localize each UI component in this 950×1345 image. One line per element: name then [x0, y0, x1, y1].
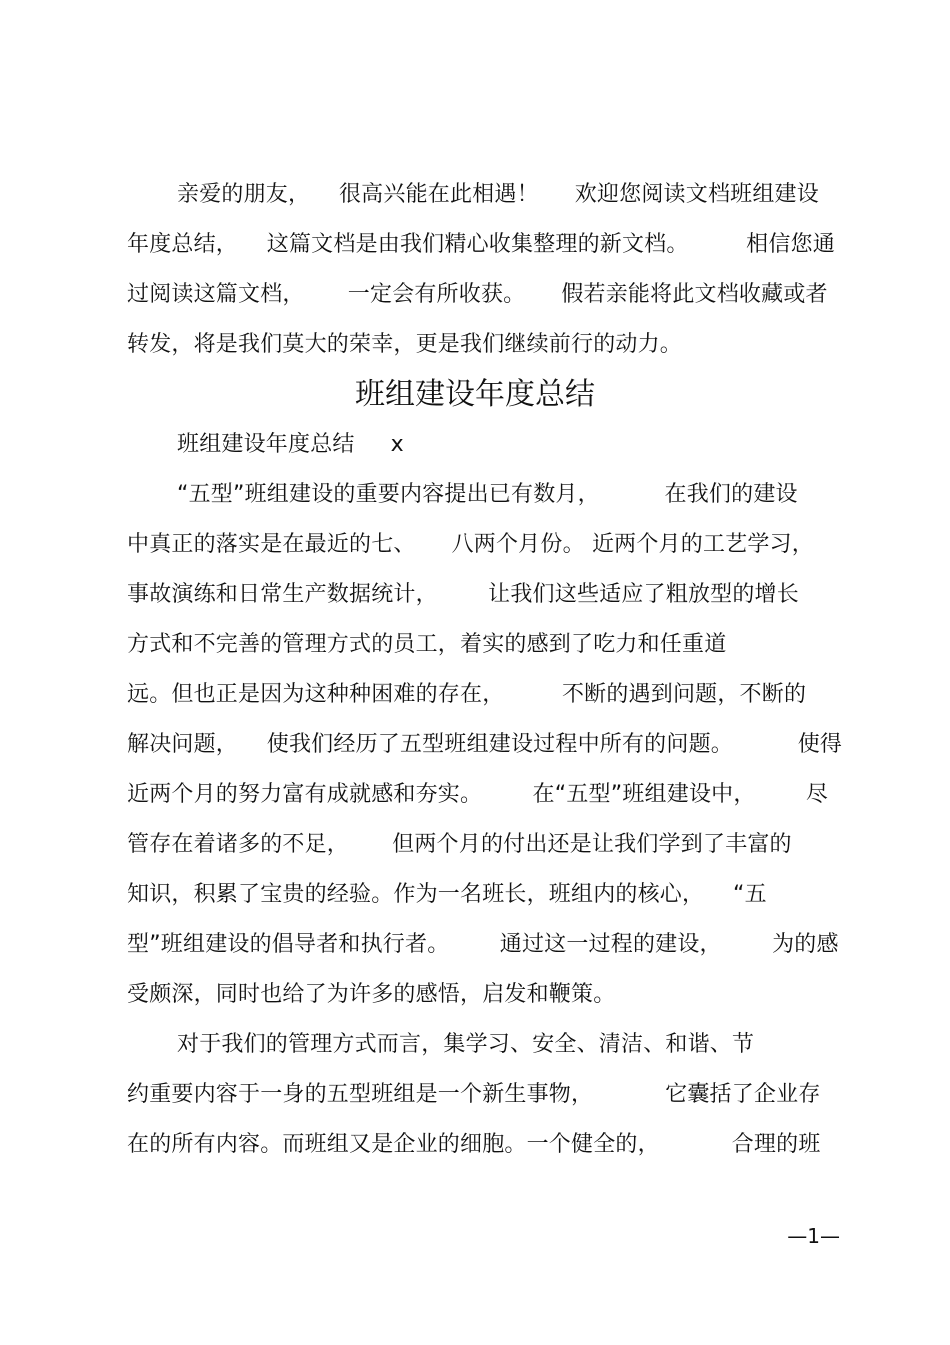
paragraph2-line-3: 在的所有内容。而班组又是企业的细胞。一个健全的， 合理的班: [127, 1132, 821, 1157]
paragraph1-line-6: 解决问题， 使我们经历了五型班组建设过程中所有的问题。 使得: [127, 732, 843, 757]
paragraph1-line-8: 管存在着诸多的不足， 但两个月的付出还是让我们学到了丰富的: [127, 832, 792, 857]
intro-line-3: 过阅读这篇文档， 一定会有所收获。 假若亲能将此文档收藏或者: [127, 282, 828, 307]
paragraph2-line-2: 约重要内容于一身的五型班组是一个新生事物， 它囊括了企业存: [127, 1082, 821, 1107]
paragraph1-line-2: 中真正的落实是在最近的七、 八两个月份。 近两个月的工艺学习，: [127, 532, 814, 557]
paragraph1-line-5: 远。但也正是因为这种种困难的存在， 不断的遇到问题，不断的: [127, 682, 807, 707]
paragraph1-line-11: 受颇深，同时也给了为许多的感悟，启发和鞭策。: [127, 982, 616, 1007]
page-number: —1—: [787, 1224, 840, 1248]
paragraph1-line-7: 近两个月的努力富有成就感和夯实。 在“五型”班组建设中， 尽: [127, 782, 829, 807]
document-title: 班组建设年度总结: [355, 377, 595, 412]
paragraph2-line-1: 对于我们的管理方式而言，集学习、安全、清洁、和谐、节: [177, 1032, 755, 1057]
document-subtitle: 班组建设年度总结 x: [177, 432, 404, 457]
paragraph1-line-1: “五型”班组建设的重要内容提出已有数月， 在我们的建设: [177, 482, 798, 507]
intro-line-2: 年度总结， 这篇文档是由我们精心收集整理的新文档。 相信您通: [127, 232, 835, 257]
paragraph1-line-9: 知识，积累了宝贵的经验。作为一名班长，班组内的核心， “五: [127, 882, 767, 907]
paragraph1-line-10: 型”班组建设的倡导者和执行者。 通过这一过程的建设， 为的感: [127, 932, 839, 957]
paragraph1-line-4: 方式和不完善的管理方式的员工，着实的感到了吃力和任重道: [127, 632, 727, 657]
intro-line-4: 转发，将是我们莫大的荣幸，更是我们继续前行的动力。: [127, 332, 683, 357]
paragraph1-line-3: 事故演练和日常生产数据统计， 让我们这些适应了粗放型的增长: [127, 582, 799, 607]
intro-line-1: 亲爱的朋友， 很高兴能在此相遇！ 欢迎您阅读文档班组建设: [177, 182, 819, 207]
